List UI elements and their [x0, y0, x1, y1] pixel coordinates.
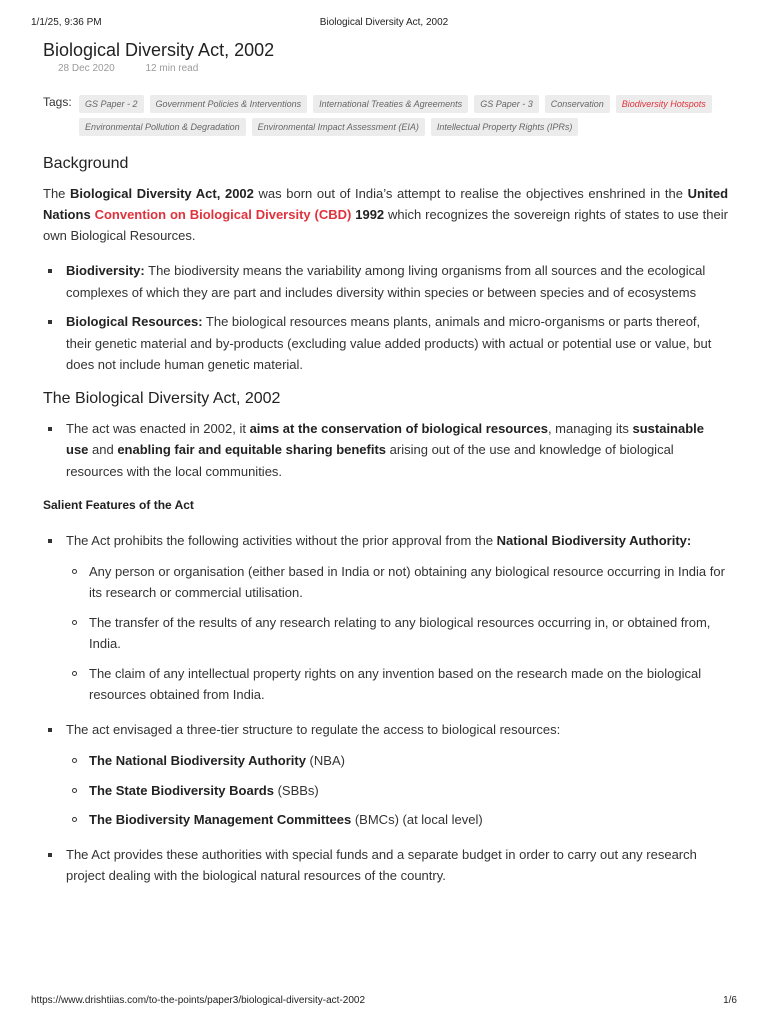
salient-list	[43, 530, 728, 887]
list-item: Any person or organisation (either based in India or not) obtaining any biological resource occurring in India for its research or commercial utilisation.	[66, 561, 728, 604]
read-time: 12 min read	[145, 63, 199, 74]
prohibited-activities-list	[66, 561, 728, 706]
article	[43, 38, 728, 887]
list-item: The transfer of the results of any research relating to any biological resources occurring in, or obtained from, India.	[66, 612, 728, 655]
tag-eia[interactable]: Environmental Impact Assessment (EIA)	[252, 118, 425, 136]
list-item: Biological Resources: The biological resources means plants, animals and micro-organisms or parts thereof, their genetic material and by-products (excluding value added products) with actual or potential use or value, but does not include human genetic material.	[43, 311, 728, 376]
list-item: The National Biodiversity Authority (NBA)	[66, 750, 728, 772]
list-item: The Biodiversity Management Committees (BMCs) (at local level)	[66, 809, 728, 831]
list-item: The claim of any intellectual property rights on any invention based on the research made on the biological resources obtained from India.	[66, 663, 728, 706]
tag-gs-paper-3[interactable]: GS Paper - 3	[474, 95, 539, 113]
tag-international-treaties[interactable]: International Treaties & Agreements	[313, 95, 468, 113]
list-item: The State Biodiversity Boards (SBBs)	[66, 780, 728, 802]
tags-label: Tags:	[43, 95, 72, 109]
list-item: Biodiversity: The biodiversity means the variability among living organisms from all sources and the ecological complexes of which they are part and includes diversity within species or between species and of ecosystems	[43, 260, 728, 303]
page-title: Biological Diversity Act, 2002	[43, 40, 275, 60]
three-tier-list	[66, 750, 728, 831]
publish-date: 28 Dec 2020	[58, 63, 115, 74]
tag-government-policies[interactable]: Government Policies & Interventions	[150, 95, 308, 113]
print-footer	[0, 995, 768, 1009]
cbd-link[interactable]: Convention on Biological Diversity (CBD)	[94, 207, 352, 222]
tag-list	[79, 95, 728, 141]
definitions-list	[43, 260, 728, 376]
tag-biodiversity-hotspots[interactable]: Biodiversity Hotspots	[616, 95, 712, 113]
tag-environmental-pollution[interactable]: Environmental Pollution & Degradation	[79, 118, 246, 136]
list-item: The Act provides these authorities with special funds and a separate budget in order to carry out any research project dealing with the biological natural resources of the country.	[43, 844, 728, 887]
page-number: 1/6	[723, 995, 737, 1006]
article-meta	[58, 63, 728, 74]
act-intro-list	[43, 418, 728, 483]
list-item: The Act prohibits the following activities without the prior approval from the National Biodiversity Authority: Any person or organisation (either based in India or not) obtaining any biological resource occurring in India for its research or commercial utilisation. The transfer of the results of any research relating to any biological resources occurring in, or obtained from, India. The claim of any intellectual property rights on any invention based on the research made on the biological resources obtained from India.	[43, 530, 728, 706]
tags-section	[43, 95, 728, 141]
print-header	[0, 17, 768, 31]
list-item: The act envisaged a three-tier structure to regulate the access to biological resources: The National Biodiversity Authority (NBA) The State Biodiversity Boards (SBBs) The Biodiversity Management Committees (BMCs) (at local level)	[43, 719, 728, 831]
background-heading: Background	[43, 155, 129, 172]
salient-heading: Salient Features of the Act	[43, 498, 194, 512]
tag-conservation[interactable]: Conservation	[545, 95, 610, 113]
print-url[interactable]: https://www.drishtiias.com/to-the-points/paper3/biological-diversity-act-2002	[31, 995, 366, 1006]
list-item: The act was enacted in 2002, it aims at the conservation of biological resources, managing its sustainable use and enabling fair and equitable sharing benefits arising out of the use and knowledge of biological resources with the local communities.	[43, 418, 728, 483]
tag-iprs[interactable]: Intellectual Property Rights (IPRs)	[431, 118, 579, 136]
background-paragraph: The Biological Diversity Act, 2002 was born out of India’s attempt to realise the objectives enshrined in the United Nations Convention on Biological Diversity (CBD) 1992 which recognizes the sovereign rights of states to use their own Biological Resources.	[43, 186, 729, 243]
print-date: 1/1/25, 9:36 PM	[31, 17, 102, 28]
tag-gs-paper-2[interactable]: GS Paper - 2	[79, 95, 144, 113]
act-heading: The Biological Diversity Act, 2002	[43, 389, 281, 407]
print-title: Biological Diversity Act, 2002	[319, 17, 449, 28]
